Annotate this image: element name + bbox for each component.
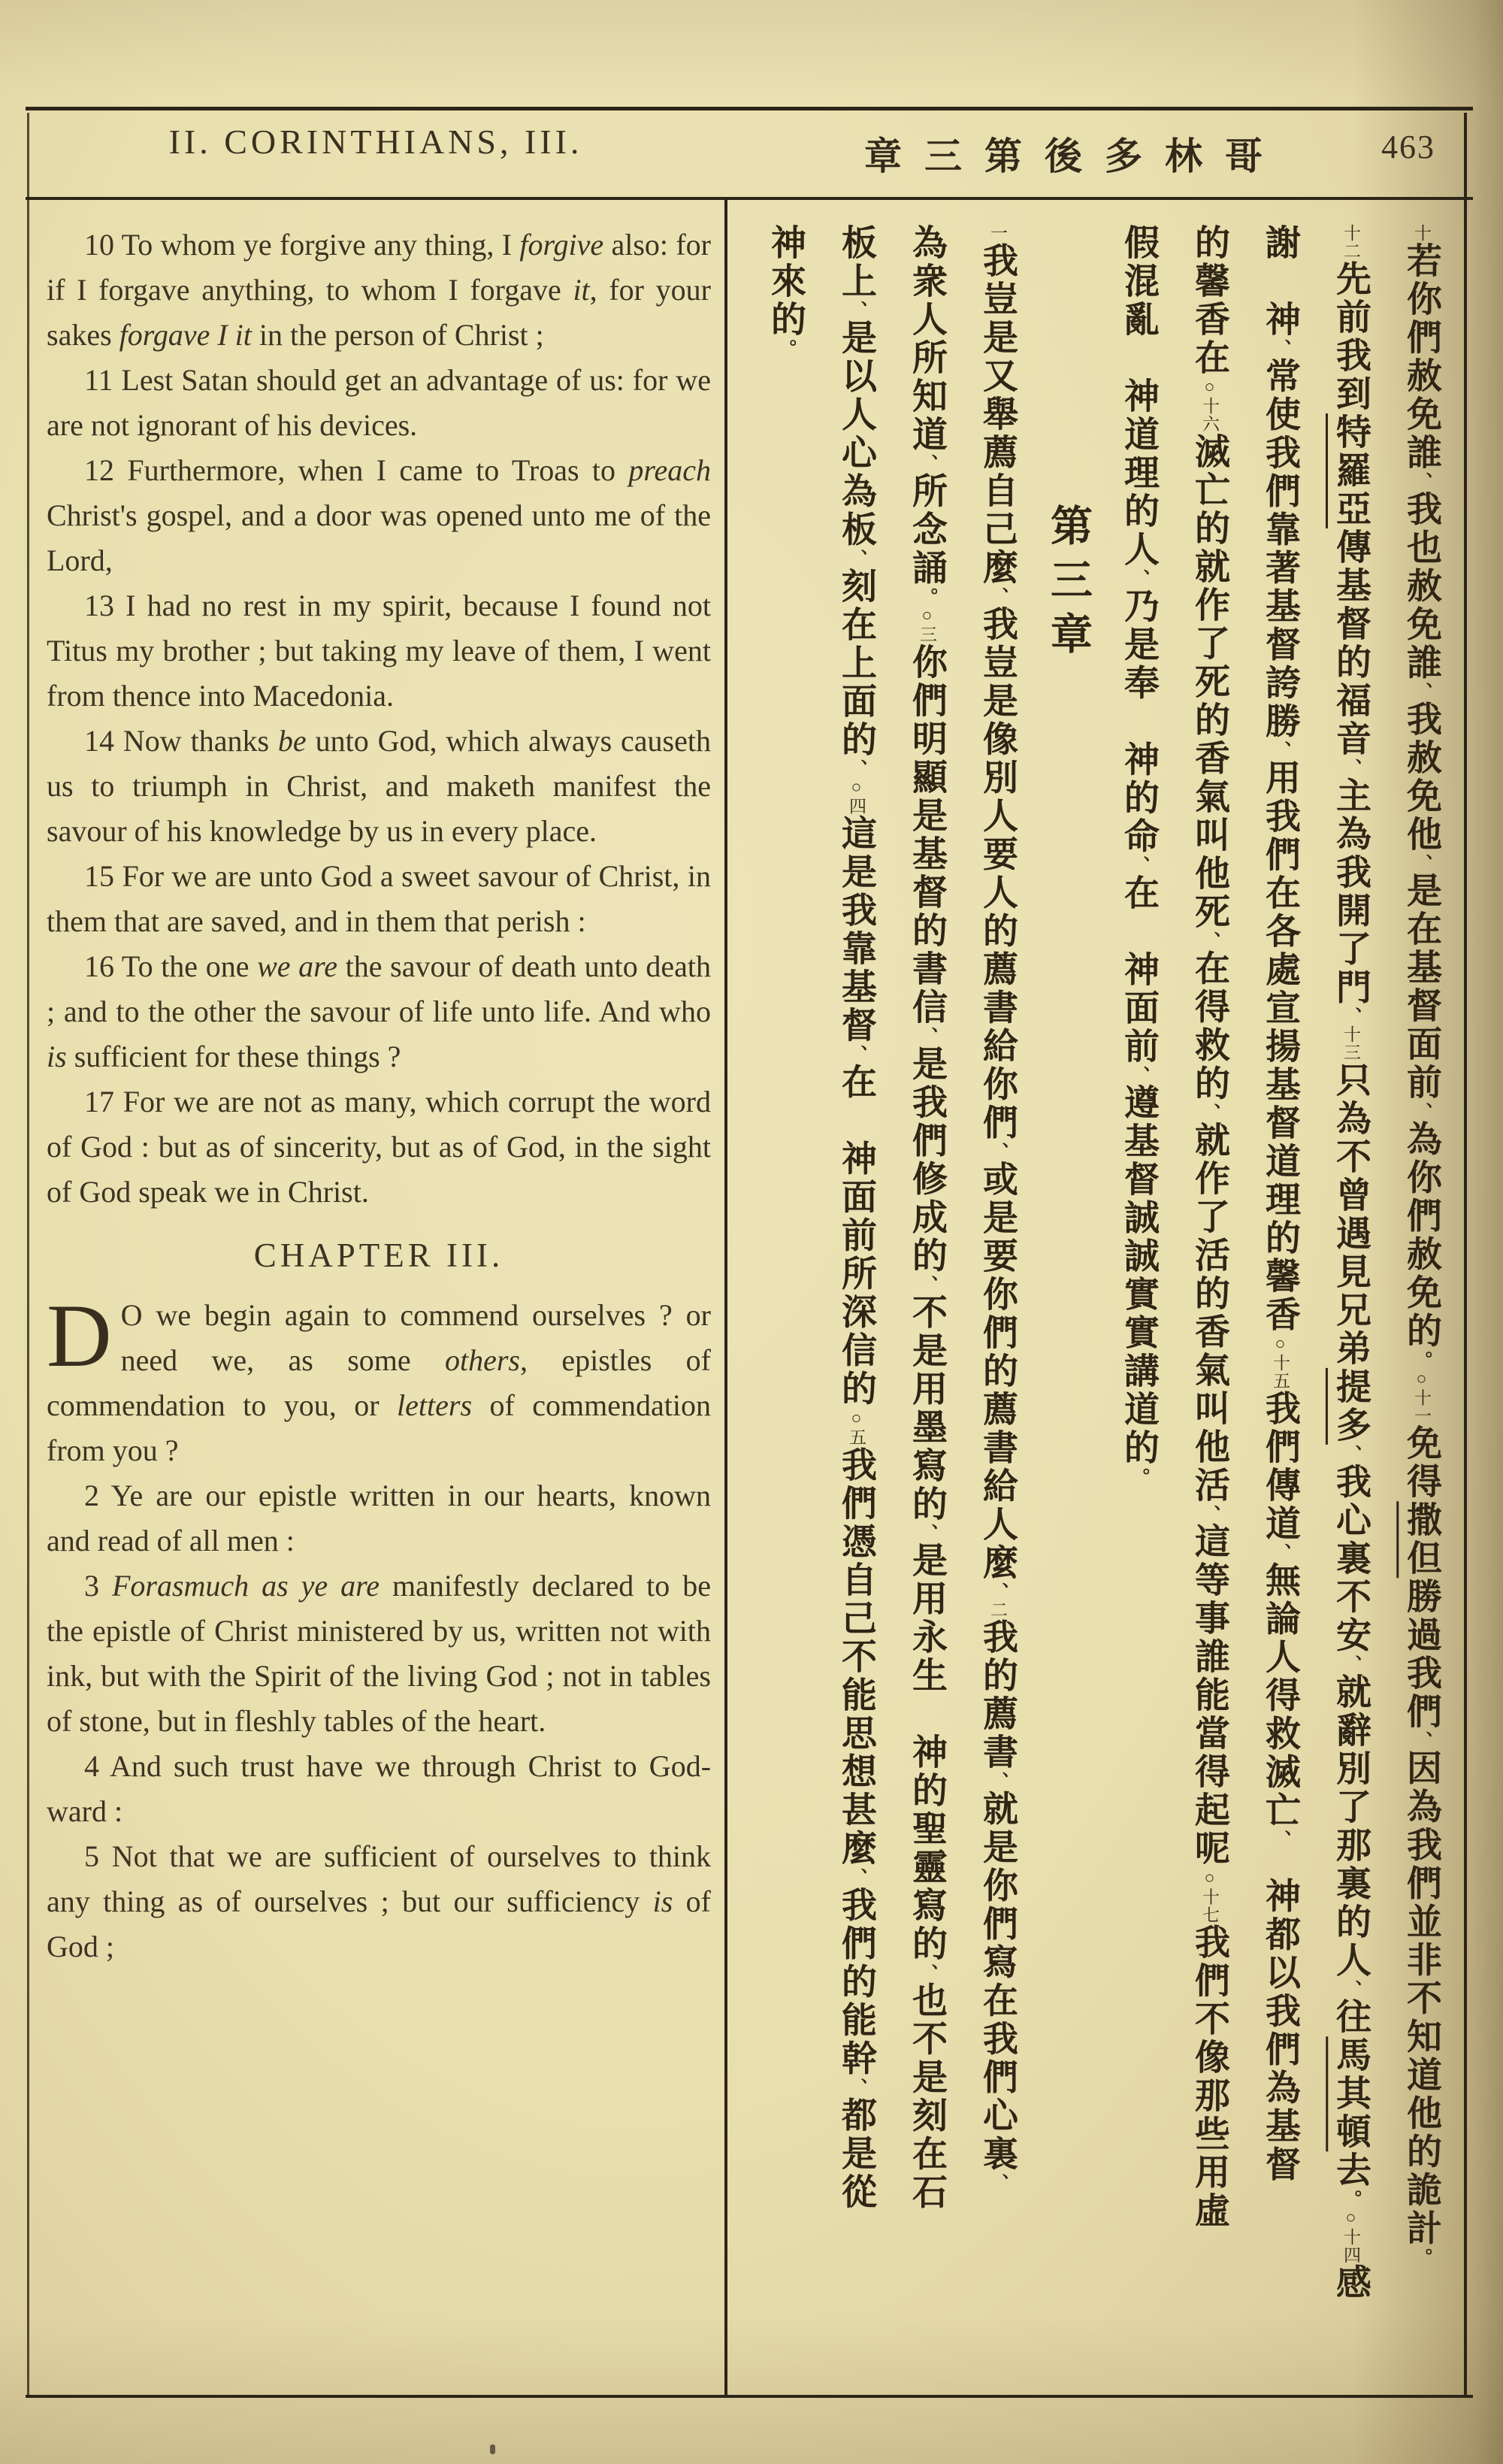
verse-marker: ○十七 [1200,1868,1219,1924]
verse-marker: 二 [988,1600,1007,1619]
english-text [47,222,711,1969]
bottom-rule [26,2395,1473,2398]
chapter-heading-chinese: 第三章 [1045,504,1091,666]
verse-paragraph: 2 Ye are our epistle written in our hearts, known and read of all men : [47,1479,712,1557]
chinese-text [742,224,1456,2384]
verse-number: 16 [84,949,122,983]
verse-number: 3 [84,1569,112,1603]
verse-paragraph: D O we begin again to commend ourselves ? or need we, as some others, epistles of commendation to you, or letters of commendation from you ? [47,1285,711,1467]
drop-cap: D [47,1285,112,1385]
verse-marker: 十三 [1341,1025,1360,1061]
verse-number: 5 [84,1839,112,1873]
bottom-margin-mark [490,2444,495,2454]
verse-number: 14 [84,724,123,758]
verse-paragraph: 4 And such trust have we through Christ to God-ward : [47,1749,712,1828]
verse-number: 11 [84,363,122,397]
chinese-column: 的馨香在○十六滅亡的就作了死的香氣叫他死、在得救的、就作了活的香氣叫他活、這等事誰能當得起呢○十七我們不像那些用虛 [1190,224,1229,2231]
header-bottom-rule [26,197,1473,200]
verse-marker: ○五 [847,1408,866,1446]
chinese-column: 十二先前我到特羅亞傳基督的福音、主為我開了門、十三只為不曾遇見兄弟提多、我心裏不安、就辭別了那裏的人、往馬其頓去。○十四感 [1331,224,1370,2302]
chinese-column: 十若你們赦免誰、我也赦免誰、我赦免他、是在基督面前、為你們赦免的。○十一免得撒但勝過我們、因為我們並非不知道他的詭計。 [1402,224,1441,2267]
chinese-column: 謝 神、常使我們靠著基督誇勝、用我們在各處宣揚基督道理的馨香○十五我們傳道、無論人得救滅亡、 神都以我們為基督 [1260,224,1299,2184]
verse-paragraph: 16 To the one we are the savour of death unto death ; and to the other the savour of life unto life. And who is sufficient for these things ? [47,949,711,1073]
verse-paragraph: 15 For we are unto God a sweet savour of Christ, in them that are saved, and in them that perish : [47,859,712,938]
verse-marker: ○十六 [1200,377,1219,433]
chinese-column: 假混亂 神道理的人、乃是奉 神的命、在 神面前、遵基督誠誠實實講道的。 [1119,224,1158,1486]
verse-number: 2 [84,1479,111,1512]
verse-paragraph: 17 For we are not as many, which corrupt the word of God : but as of sincerity, but as of God, in the sight of God speak we in Christ. [47,1085,712,1209]
chinese-column: 為衆人所知道、所念誦。○三你們明顯是基督的書信、是我們修成的、不是用墨寫的、是用永生 神的聖靈寫的、也不是刻在石 [907,224,946,2212]
page-number: 463 [1381,129,1435,165]
verse-marker: 十二 [1341,224,1360,260]
verse-marker: 一 [988,224,1007,242]
verse-marker: ○四 [847,777,866,816]
verse-marker: ○十五 [1271,1333,1290,1390]
verse-number: 10 [84,228,122,262]
verse-paragraph: 10 To whom ye forgive any thing, I forgive also: for if I forgave anything, to whom I forgave it, for your sakes forgave I it in the person of Christ ; [47,228,712,352]
chinese-column: 一我豈是又舉薦自己麼、我豈是像別人要人的薦書給你們、或是要你們的薦書給人麼、二我的薦書、就是你們寫在我們心裏、 [978,224,1017,2193]
verse-number: 12 [84,453,128,487]
center-divider-rule [724,197,727,2398]
chapter-heading-english: CHAPTER III. [253,1237,504,1274]
verse-paragraph: 11 Lest Satan should get an advantage of us: for we are not ignorant of his devices. [47,363,711,442]
verse-number: 17 [84,1085,123,1118]
verse-number: 13 [84,589,126,622]
chinese-column: 神來的。 [766,224,805,358]
verse-marker: ○十一 [1412,1369,1431,1425]
verse-paragraph: 12 Furthermore, when I came to Troas to preach Christ's gospel, and a door was opened unto me of the Lord, [47,453,712,577]
chinese-column: 板上、是以人心為板、刻在上面的、○四這是我靠基督、在 神面前所深信的○五我們憑自己不能思想甚麼、我們的能幹、都是從 [836,224,875,2211]
verse-number: 15 [84,859,122,893]
page-title-english: II. CORINTHIANS, III. [168,123,583,161]
top-rule [26,107,1473,110]
verse-number: 4 [84,1749,110,1783]
verse-paragraph: 5 Not that we are sufficient of ourselves to think any thing as of ourselves ; but our sufficiency is of God ; [47,1839,712,1963]
verse-paragraph: 14 Now thanks be unto God, which always causeth us to triumph in Christ, and maketh manifest the savour of his knowledge by us in every place. [47,724,711,848]
verse-paragraph: 3 Forasmuch as ye are manifestly declared to be the epistle of Christ ministered by us, written not with ink, but with the Spirit of the living God ; not in tables of stone, but in fleshly tables of the heart. [47,1569,711,1738]
verse-marker: ○十四 [1341,2208,1360,2264]
right-border-rule [1464,113,1467,2398]
left-border-rule [27,113,29,2398]
verse-marker: ○三 [918,605,936,643]
verse-paragraph: 13 I had no rest in my spirit, because I found not Titus my brother ; but taking my leave of them, I went from thence into Macedonia. [47,589,711,713]
page-title-chinese: 章三第後多林哥 [864,135,1285,177]
verse-marker: 十 [1412,224,1431,242]
